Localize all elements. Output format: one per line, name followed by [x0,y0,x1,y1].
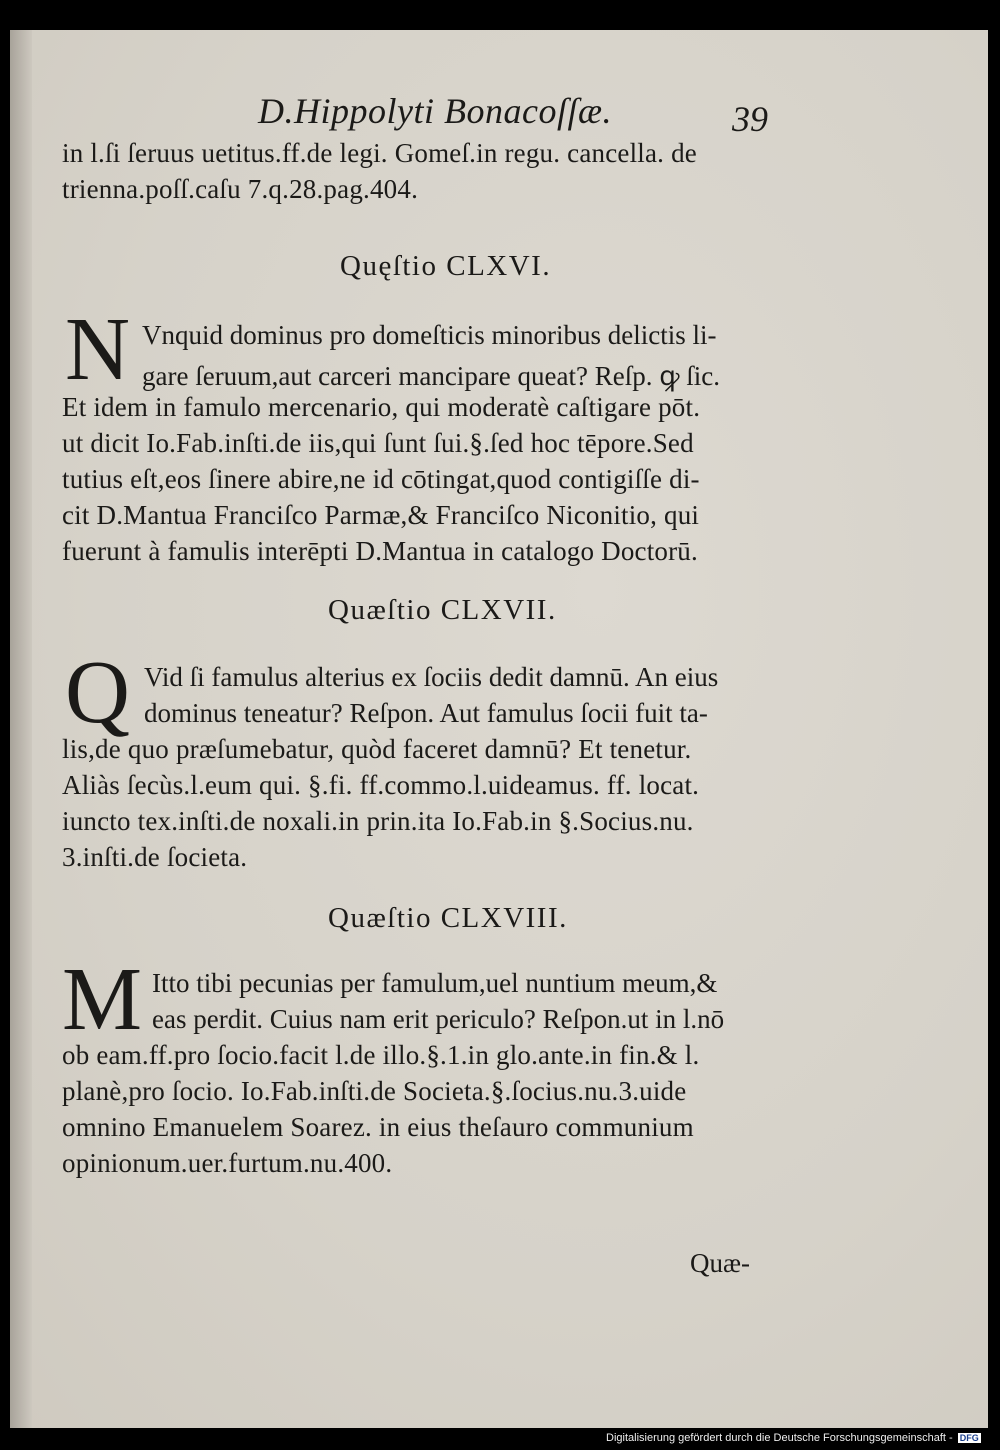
text-line: Itto tibi pecunias per famulum,uel nuntium meum,& [152,968,718,998]
text-line: gare ſeruum,aut carceri mancipare queat? Reſp. ꝙ ſic. [142,361,720,391]
text-line: ob eam.ff.pro ſocio.facit l.de illo.§.1.in glo.ante.in fin.& l. [62,1040,700,1070]
text-line: lis,de quo præſumebatur, quòd faceret damnū? Et tenetur. [62,734,692,764]
running-header: D.Hippolyti Bonacoſſæ. [258,91,612,131]
text-line: 3.inſti.de ſocieta. [62,842,248,872]
question-heading: Quęſtio CLXVI. [340,250,552,282]
text-line: Aliàs ſecùs.l.eum qui. §.fi. ff.commo.l.uideamus. ff. locat. [62,770,700,800]
text-line: eas perdit. Cuius nam erit periculo? Reſpon.ut in l.nō [152,1004,725,1034]
text-line: fuerunt à famulis interēpti D.Mantua in catalogo Doctorū. [62,536,698,566]
text-line: dominus teneatur? Reſpon. Aut famulus ſocii fuit ta- [144,698,708,728]
dfg-logo: DFG [959,1433,979,1443]
text-line: planè,pro ſocio. Io.Fab.inſti.de Societa.§.ſocius.nu.3.uide [62,1076,687,1106]
text-line: in l.ſi ſeruus uetitus.ff.de legi. Gomeſ.in regu. cancella. de [62,138,697,168]
digitization-footer [606,1432,981,1444]
text-line: iuncto tex.inſti.de noxali.in prin.ita Io.Fab.in §.Socius.nu. [62,806,694,836]
drop-cap-initial: Q [65,643,130,742]
text-line: ut dicit Io.Fab.inſti.de iis,qui ſunt ſui.§.ſed hoc tēpore.Sed [62,428,694,458]
text-line: opinionum.uer.furtum.nu.400. [62,1148,393,1178]
text-line: Vid ſi famulus alterius ex ſociis dedit damnū. An eius [144,662,719,692]
text-line: omnino Emanuelem Soarez. in eius theſauro communium [62,1112,694,1142]
text-line: trienna.poſſ.caſu 7.q.28.pag.404. [62,174,419,204]
question-heading: Quæſtio CLXVII. [328,594,557,626]
text-line: cit D.Mantua Franciſco Parmæ,& Franciſco Niconitio, qui [62,500,700,530]
text-line: tutius eſt,eos ſinere abire,ne id cōtingat,quod contigiſſe di- [62,464,700,494]
question-heading: Quæſtio CLXVIII. [328,902,568,934]
page-number: 39 [732,99,768,139]
footer-text: Digitalisierung gefördert durch die Deutsche Forschungsgemeinschaft - [606,1432,953,1444]
text-line: Et idem in famulo mercenario, qui moderatè caſtigare pōt. [62,392,701,422]
catchword: Quæ- [690,1248,750,1278]
text-line: Vnquid dominus pro domeſticis minoribus delictis li- [142,320,717,350]
drop-cap-initial: N [65,300,130,399]
book-page [10,30,988,1428]
drop-cap-initial: M [62,950,143,1049]
page-spine-shadow [10,30,32,1428]
